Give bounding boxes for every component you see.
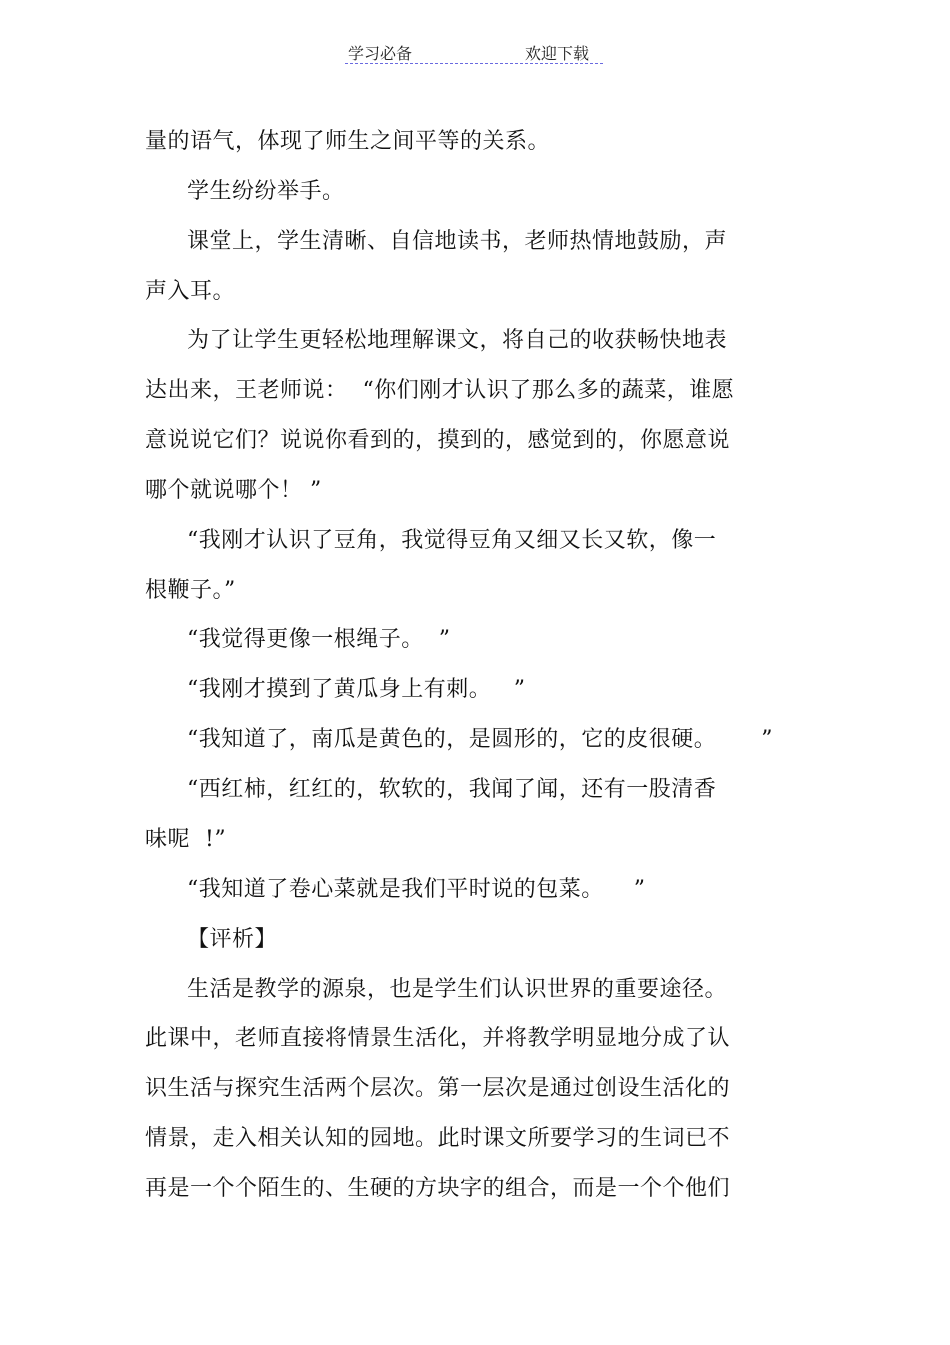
text-line: “我觉得更像一根绳子。 ”: [187, 627, 451, 652]
text-line: 识生活与探究生活两个层次。第一层次是通过创设生活化的: [145, 1076, 731, 1101]
section-heading: 【评析】: [187, 927, 278, 952]
text-line: “我知道了卷心菜就是我们平时说的包菜。 ”: [187, 877, 646, 902]
text-line: 根鞭子。”: [145, 578, 236, 603]
text-line: 达出来，王老师说： “你们刚才认识了那么多的蔬菜，谁愿: [145, 378, 735, 403]
text-line: 情景，走入相关认知的园地。此时课文所要学习的生词已不: [145, 1126, 731, 1151]
header-dashed-rule: [345, 63, 603, 64]
text-line: 此课中，老师直接将情景生活化，并将教学明显地分成了认: [145, 1026, 731, 1051]
header-left-text: 学习必备: [348, 44, 413, 63]
text-line: 课堂上，学生清晰、自信地读书，老师热情地鼓励，声: [187, 229, 728, 254]
text-line: 为了让学生更轻松地理解课文，将自己的收获畅快地表: [187, 328, 728, 353]
text-line: 学生纷纷举手。: [187, 179, 345, 204]
text-line: 量的语气，体现了师生之间平等的关系。: [145, 129, 551, 154]
text-line: 生活是教学的源泉，也是学生们认识世界的重要途径。: [187, 977, 728, 1002]
text-line: 声入耳。: [145, 279, 236, 304]
text-line: 意说说它们？说说你看到的，摸到的，感觉到的，你愿意说: [145, 428, 731, 453]
text-line: “我刚才认识了豆角，我觉得豆角又细又长又软，像一: [187, 528, 717, 553]
text-line: “我刚才摸到了黄瓜身上有刺。 ”: [187, 677, 526, 702]
text-line: 再是一个个陌生的、生硬的方块字的组合，而是一个个他们: [145, 1176, 731, 1201]
text-line: “我知道了，南瓜是黄色的，是圆形的，它的皮很硬。 ”: [187, 727, 773, 752]
text-line: 哪个就说哪个！ ”: [145, 478, 322, 503]
text-line: 味呢 !”: [145, 827, 227, 852]
text-line: “西红柿，红红的，软软的，我闻了闻，还有一股清香: [187, 777, 717, 802]
page-header: [345, 41, 603, 65]
header-right-text: 欢迎下载: [525, 44, 590, 63]
